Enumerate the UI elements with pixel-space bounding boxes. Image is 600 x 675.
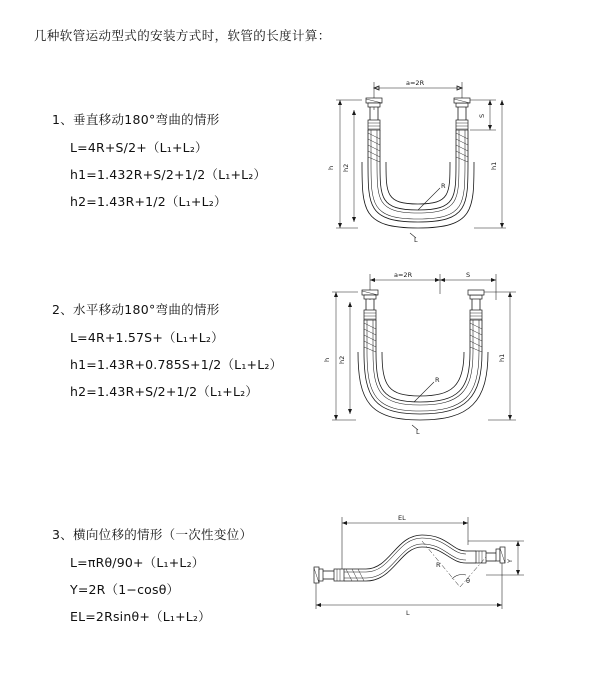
section-2-title: 2、水平移动180°弯曲的情形 [52,302,220,317]
horizontal-180-bend-diagram [310,260,590,460]
dim-label-h2-2: h2 [338,355,346,364]
section-3-text [52,525,332,634]
dim-label-el: EL [398,514,406,522]
section-1-formula-3: h2=1.43R+1/2（L₁+L₂） [70,194,227,209]
section-3-formula-1: L=πRθ/90+（L₁+L₂） [70,555,205,570]
vertical-180-bend-diagram [310,70,590,270]
lateral-offset-diagram [310,505,590,635]
section-3-title: 3、横向位移的情形（一次性变位） [52,527,253,542]
section-1-formula-2: h1=1.432R+S/2+1/2（L₁+L₂） [70,167,267,182]
dim-label-l-2: L [416,428,420,436]
dim-label-a2r-2: a=2R [394,271,413,279]
section-2-text [52,300,332,409]
dim-label-h1: h1 [490,161,498,170]
section-3-formula-2: Y=2R（1−cosθ） [70,582,180,597]
section-3-formula-3: EL=2Rsinθ+（L₁+L₂） [70,609,211,624]
dim-label-h1-2: h1 [498,353,506,362]
dim-label-h2: h2 [342,163,350,172]
dim-label-y: Y [506,559,514,563]
section-2-formula-3: h2=1.43R+S/2+1/2（L₁+L₂） [70,384,259,399]
section-1-title: 1、垂直移动180°弯曲的情形 [52,112,220,127]
dim-label-theta: θ [466,577,470,585]
dim-label-s: S [478,113,486,118]
dim-label-l-3: L [406,609,410,617]
section-2-formula-1: L=4R+1.57S+（L₁+L₂） [70,330,224,345]
section-2-formula-2: h1=1.43R+0.785S+1/2（L₁+L₂） [70,357,283,372]
dim-label-l: L [414,236,418,244]
section-1-formula-1: L=4R+S/2+（L₁+L₂） [70,140,208,155]
dim-label-h-2: h [323,357,331,362]
dim-label-r-2: R [435,376,440,384]
dim-label-s-2: S [466,271,471,279]
section-1-text [52,110,332,219]
dim-label-r: R [441,182,446,190]
dim-label-r-3: R [436,561,441,569]
dim-label-a2r: a=2R [406,79,425,87]
intro-text: 几种软管运动型式的安装方式时，软管的长度计算： [34,28,331,43]
dim-label-h: h [327,165,335,170]
